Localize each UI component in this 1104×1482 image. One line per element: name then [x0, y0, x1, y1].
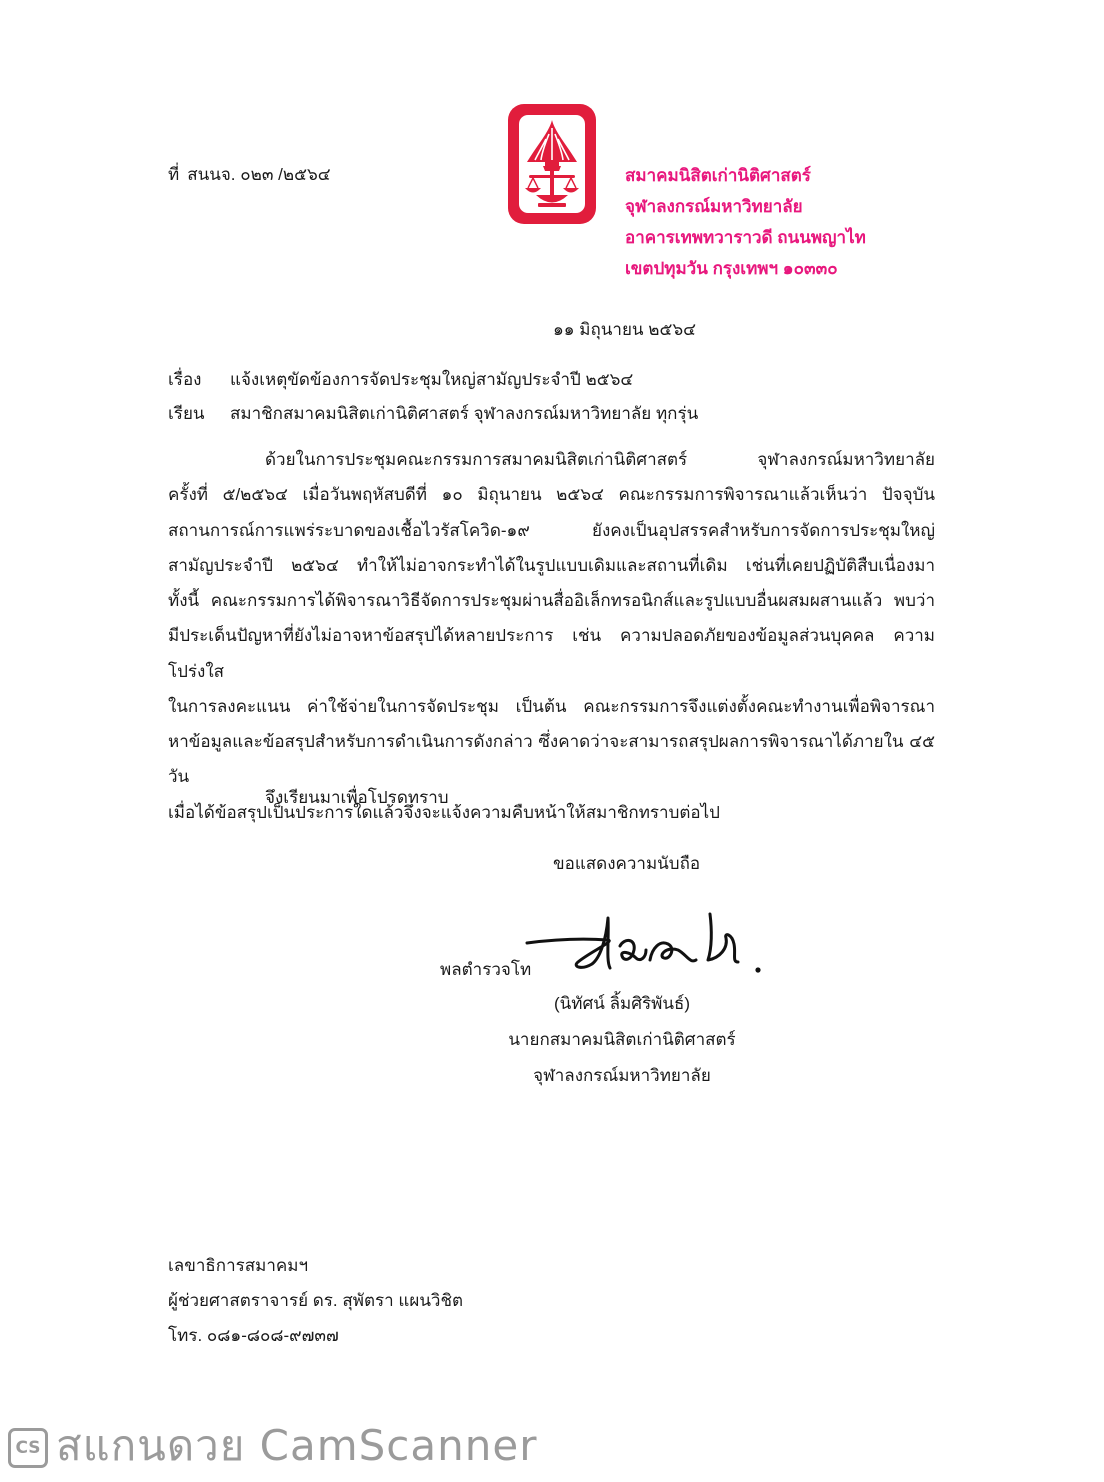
signer-rank: พลตำรวจโท [440, 960, 532, 979]
recipient-label: เรียน [168, 404, 205, 423]
signer-organization: จุฬาลงกรณ์มหาวิทยาลัย [533, 1066, 711, 1085]
signer-position: นายกสมาคมนิสิตเก่านิติศาสตร์ [508, 1030, 736, 1049]
address-line: สมาคมนิสิตเก่านิติศาสตร์ [625, 166, 811, 185]
salutation: ขอแสดงความนับถือ [553, 854, 701, 873]
body-line: ทั้งนี้ คณะกรรมการได้พิจารณาวิธีจัดการประชุมผ่านสื่ออิเล็กทรอนิกส์และรูปแบบอื่นผสมผสานแล้ว พบว่า [168, 591, 935, 610]
contact-title: เลขาธิการสมาคมฯ [168, 1256, 308, 1275]
closing-line: จึงเรียนมาเพื่อโปรดทราบ [265, 788, 449, 807]
letter-date: ๑๑ มิถุนายน ๒๕๖๔ [553, 320, 697, 339]
signer-name: (นิทัศน์ ลิ้มศิริพันธ์) [553, 994, 691, 1013]
signature [520, 900, 770, 985]
body-line: ด้วยในการประชุมคณะกรรมการสมาคมนิสิตเก่านิติศาสตร์ จุฬาลงกรณ์มหาวิทยาลัย [265, 450, 935, 469]
body-line: สถานการณ์การแพร่ระบาดของเชื้อไวรัสโควิด-๑๙ ยังคงเป็นอุปสรรคสำหรับการจัดการประชุมใหญ่ [168, 520, 935, 540]
subject-label: เรื่อง [168, 370, 202, 389]
letter-body [168, 442, 935, 830]
contact-phone: โทร. ๐๘๑-๘๐๘-๙๗๓๗ [168, 1326, 339, 1345]
subject-text: แจ้งเหตุขัดข้องการจัดประชุมใหญ่สามัญประจำปี ๒๕๖๔ [230, 370, 634, 389]
association-address [625, 160, 866, 284]
address-line: เขตปทุมวัน กรุงเทพฯ ๑๐๓๓๐ [625, 259, 838, 278]
address-line: อาคารเทพทวาราวดี ถนนพญาไท [625, 228, 866, 247]
subject-line [168, 368, 633, 392]
reference-value: สนนจ. ๐๒๓ /๒๕๖๔ [187, 165, 331, 184]
body-line: ในการลงคะแนน ค่าใช้จ่ายในการจัดประชุม เป็นต้น คณะกรรมการจึงแต่งตั้งคณะทำงานเพื่อพิจารณา [168, 696, 935, 716]
body-line: ครั้งที่ ๕/๒๕๖๔ เมื่อวันพฤหัสบดีที่ ๑๐ มิถุนายน ๒๕๖๔ คณะกรรมการพิจารณาแล้วเห็นว่า ปัจจุบัน [168, 485, 935, 505]
address-line: จุฬาลงกรณ์มหาวิทยาลัย [625, 197, 803, 216]
camscanner-badge-icon: CS [8, 1428, 48, 1468]
recipient-text: สมาชิกสมาคมนิสิตเก่านิติศาสตร์ จุฬาลงกรณ์มหาวิทยาลัย ทุกรุ่น [230, 404, 699, 423]
recipient-line [168, 402, 698, 426]
association-emblem-icon [508, 104, 596, 224]
reference-number [168, 163, 331, 187]
contact-info [168, 1248, 463, 1353]
body-line: สามัญประจำปี ๒๕๖๔ ทำให้ไม่อาจกระทำได้ในรูปแบบเดิมและสถานที่เดิม เช่นที่เคยปฏิบัติสืบเนื่องมา [168, 555, 935, 575]
body-line: เมื่อได้ข้อสรุปเป็นประการใดแล้วจึงจะแจ้งความคืบหน้าให้สมาชิกทราบต่อไป [168, 802, 720, 822]
camscanner-watermark: สแกนดวย CamScanner [56, 1421, 538, 1470]
reference-label: ที่ [168, 165, 180, 184]
body-line: หาข้อมูลและข้อสรุปสำหรับการดำเนินการดังกล่าว ซึ่งคาดว่าจะสามารถสรุปผลการพิจารณาได้ภายใน ๔๕ วัน [168, 732, 935, 787]
body-line: มีประเด็นปัญหาที่ยังไม่อาจหาข้อสรุปได้หลายประการ เช่น ความปลอดภัยของข้อมูลส่วนบุคคล ความโปร่งใส [168, 626, 935, 681]
signer-details [472, 986, 772, 1094]
contact-name: ผู้ช่วยศาสตราจารย์ ดร. สุพัตรา แผนวิชิต [168, 1291, 464, 1310]
